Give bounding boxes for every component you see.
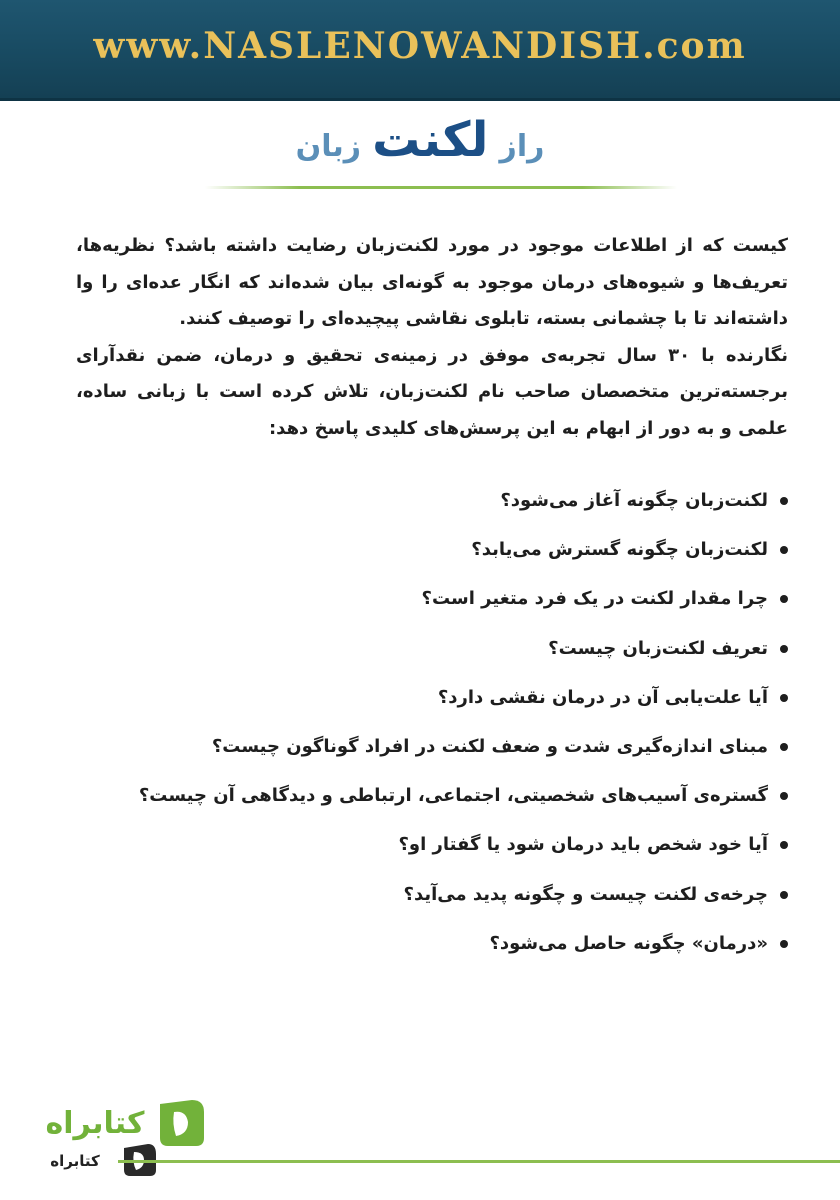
intro-paragraph-1: کیست که از اطلاعات موجود در مورد لکنت‌زبان رضایت داشته باشد؟ نظریه‌ها، تعریف‌ها و شیوه‌های درمان موجود به گونه‌ای بیان شده‌اند که انگار عده‌ای را وا داشته‌اند تا با چشمانی بسته، تابلوی نقاشی پیچیده‌ای را توصیف کنند. [76,235,788,330]
list-item [76,722,788,771]
question-text: لکنت‌زبان چگونه آغاز می‌شود؟ [500,490,768,511]
question-text: تعریف لکنت‌زبان چیست؟ [548,637,768,659]
bullet-icon [780,546,788,554]
intro-text [76,228,788,448]
footer-divider [118,1160,840,1163]
intro-paragraph-2: نگارنده با ۳۰ سال تجربه‌ی موفق در زمینه‌ی تحقیق و درمان، ضمن نقدآرای برجسته‌ترین متخصصان صاحب نام لکنت‌زبان، تلاش کرده است با زبانی ساده، علمی و به دور از ابهام به این پرسش‌های کلیدی پاسخ دهد: [76,344,788,439]
banner-underline [0,98,840,101]
question-text: لکنت‌زبان چگونه گسترش می‌یابد؟ [471,539,768,561]
bullet-icon [780,595,788,603]
list-item [76,574,788,623]
question-text: گستره‌ی آسیب‌های شخصیتی، اجتماعی، ارتباطی و دیدگاهی آن چیست؟ [138,785,768,807]
title-prefix: راز [499,129,545,164]
book-leaf-icon [152,1096,210,1150]
list-item [76,919,788,968]
bullet-icon [780,743,788,751]
list-item [76,525,788,574]
bullet-icon [780,940,788,948]
logo-name: کتابراه [45,1106,145,1141]
list-item [76,870,788,919]
list-item [76,771,788,820]
question-text: «درمان» چگونه حاصل می‌شود؟ [489,932,768,954]
list-item [76,476,788,525]
bullet-icon [780,645,788,653]
bullet-icon [780,497,788,505]
question-text: مبنای اندازه‌گیری شدت و ضعف لکنت در افراد گوناگون چیست؟ [211,735,768,757]
question-text: چرخه‌ی لکنت چیست و چگونه پدید می‌آید؟ [403,883,768,905]
bullet-icon [780,841,788,849]
publisher-logo[interactable] [40,1096,220,1186]
title-divider [205,186,677,189]
bullet-icon [780,792,788,800]
book-title [0,112,840,180]
list-item [76,820,788,869]
question-text: آیا علت‌یابی آن در درمان نقشی دارد؟ [437,686,768,708]
website-url[interactable]: www.NASLENOWANDISH.com [93,25,747,67]
bullet-icon [780,694,788,702]
list-item [76,673,788,722]
list-item [76,624,788,673]
question-list [76,476,788,968]
bullet-icon [780,891,788,899]
header-banner [0,0,840,101]
question-text: چرا مقدار لکنت در یک فرد متغیر است؟ [421,588,768,610]
title-main: لکنت [372,112,489,168]
title-suffix: زبان [295,129,362,164]
question-text: آیا خود شخص باید درمان شود یا گفتار او؟ [398,834,768,856]
logo-name-small: کتابراه [50,1152,100,1170]
